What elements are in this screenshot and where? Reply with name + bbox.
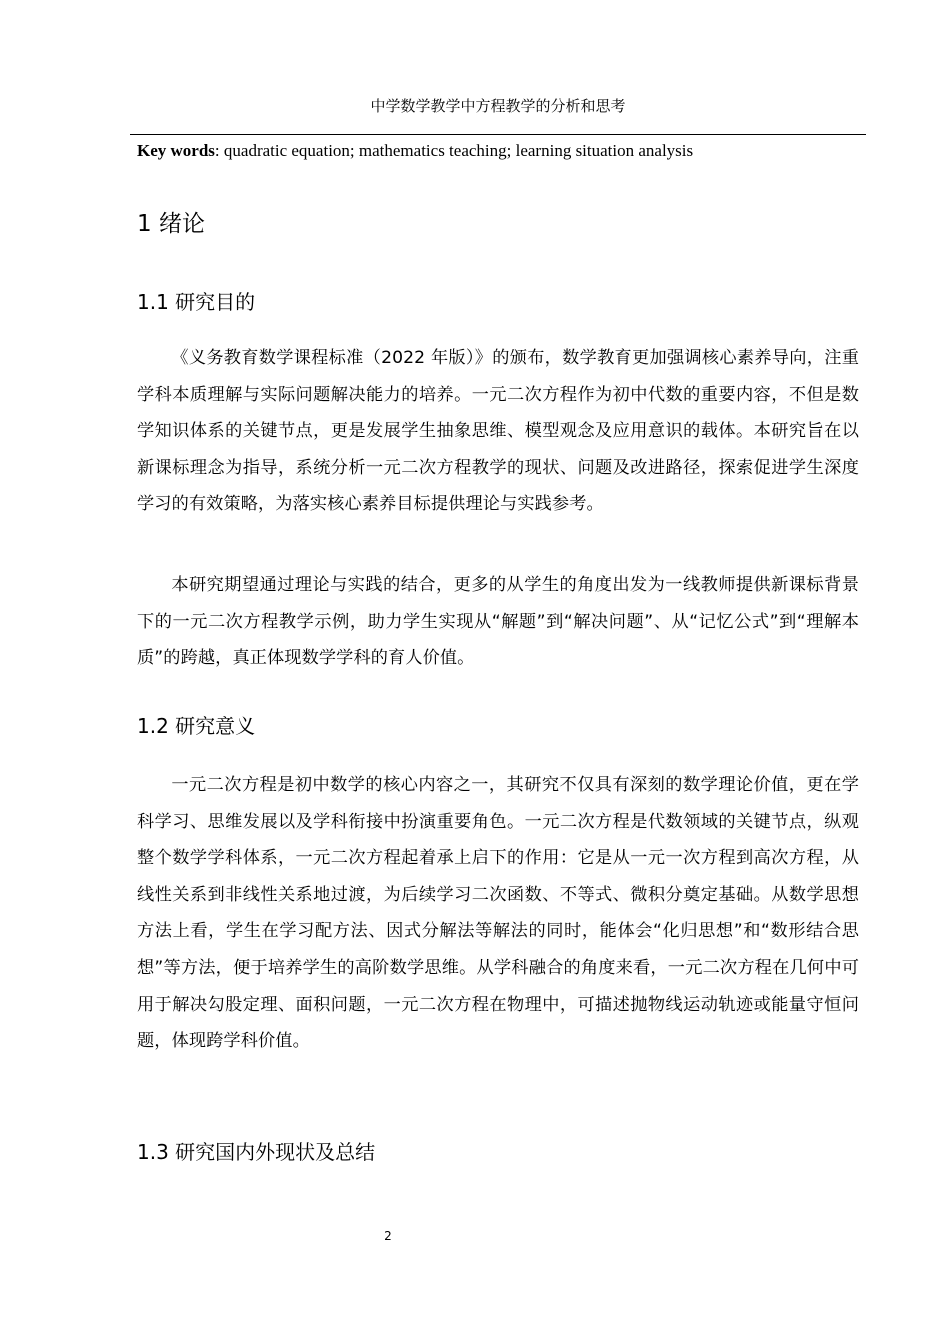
paragraph: 本研究期望通过理论与实践的结合，更多的从学生的角度出发为一线教师提供新课标背景下的一元二次方程教学示例，助力学生实现从“解题”到“解决问题”、从“记忆公式”到“理解本质”的跨越，真正体现数学学科的育人价值。	[137, 575, 859, 669]
keywords-text: : quadratic equation; mathematics teaching; learning situation analysis	[214, 141, 694, 160]
keywords-label: Key words	[137, 141, 215, 160]
chapter-heading: 1 绪论	[137, 211, 205, 237]
paragraph: 一元二次方程是初中数学的核心内容之一，其研究不仅具有深刻的数学理论价值，更在学科学习、思维发展以及学科衔接中扮演重要角色。一元二次方程是代数领域的关键节点，纵观整个数学学科体系，一元二次方程起着承上启下的作用：它是从一元一次方程到高次方程，从线性关系到非线性关系地过渡，为后续学习二次函数、不等式、微积分奠定基础。从数学思想方法上看，学生在学习配方法、因式分解法等解法的同时，能体会“化归思想”和“数形结合思想”等方法，便于培养学生的高阶数学思维。从学科融合的角度来看，一元二次方程在几何中可用于解决勾股定理、面积问题，一元二次方程在物理中，可描述抛物线运动轨迹或能量守恒问题，体现跨学科价值。	[137, 775, 859, 1052]
section-heading-1-1: 1.1 研究目的	[137, 290, 256, 314]
header-divider	[130, 134, 866, 135]
section-heading-1-2: 1.2 研究意义	[137, 714, 256, 738]
paragraph: 《义务教育数学课程标准（2022 年版）》的颁布，数学教育更加强调核心素养导向，注重学科本质理解与实际问题解决能力的培养。一元二次方程作为初中代数的重要内容，不但是数学知识体系的关键节点，更是发展学生抽象思维、模型观念及应用意识的载体。本研究旨在以新课标理念为指导，系统分析一元二次方程教学的现状、问题及改进路径，探索促进学生深度学习的有效策略，为落实核心素养目标提供理论与实践参考。	[137, 348, 859, 515]
running-header-title: 中学数学教学中方程教学的分析和思考	[370, 97, 626, 115]
section-heading-1-3: 1.3 研究国内外现状及总结	[137, 1140, 376, 1164]
keywords-line	[137, 140, 863, 162]
page-number: 2	[384, 1229, 392, 1243]
